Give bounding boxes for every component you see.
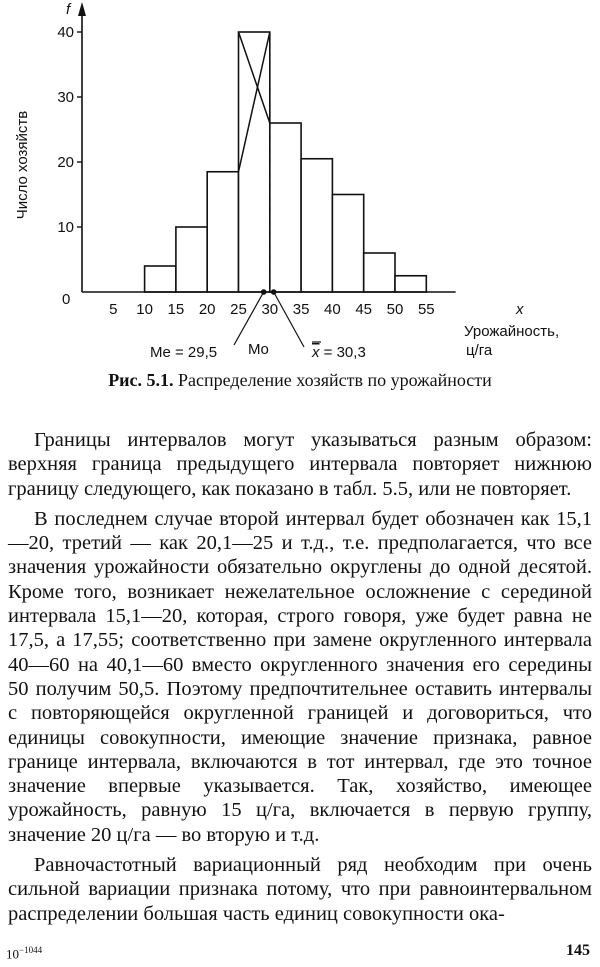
x-tick-label: 55 [417, 301, 435, 318]
signature-sup: −1044 [19, 945, 43, 955]
body-text [8, 428, 592, 932]
figure-caption [0, 370, 600, 391]
x-tick-label: 25 [230, 301, 247, 318]
x-axis-label-unit: ц/га [466, 342, 493, 359]
histogram-bar [176, 227, 207, 292]
mean-value: = 30,3 [319, 344, 366, 361]
histogram-bar [207, 172, 238, 292]
y-axis-label: Число хозяйств [14, 110, 31, 220]
y-tick-label: 30 [57, 89, 74, 106]
histogram-bar [270, 123, 301, 292]
x-tick-label: 35 [292, 301, 310, 318]
x-tick-label: 45 [355, 301, 373, 318]
y-tick-label: 20 [57, 154, 74, 171]
x-tick-label: 50 [386, 301, 404, 318]
x-tick-label: 40 [324, 301, 341, 318]
mode-label: Mo [248, 341, 269, 358]
figure-number: Рис. 5.1. [108, 370, 174, 390]
x-tick-label: 5 [109, 301, 118, 318]
histogram-bar [239, 32, 270, 292]
histogram-bar [145, 266, 176, 292]
mean-label [311, 344, 366, 361]
x-tick-label: 10 [136, 301, 153, 318]
paragraph: Границы интервалов могут указываться разным образом: верхняя граница предыдущего интервала повторяет нижнюю границу следующего, как показано в табл. 5.5, или не повторяет. [8, 429, 592, 500]
x-tick-label: 20 [198, 301, 216, 318]
median-label: Me = 29,5 [150, 344, 218, 361]
figure-caption-text: Распределение хозяйств по урожайности [173, 370, 492, 390]
paragraph: В последнем случае второй интервал будет обозначен как 15,1—20, третий — как 20,1—25 и т.д., т.е. предполагается, что все значения урожайности обязательно округлены до одной десятой. Кроме того, возникает нежелательное осложнение с серединой интервала 15,1—20, которая, строго говоря, уже будет равна не 17,5, а 17,55; соответственно при замене округленного интервала 40—60 на 40,1—60 вместо округленного значения его середины 50 получим 50,5. Поэтому предпочтительнее оставить интервалы с повторяющейся округленной границей и договориться, что единицы совокупности, имеющие значение признака, равное границе интервала, включаются в тот интервал, где это точное значение впервые указывается. Так, хозяйство, имеющее урожайность, равную 15 ц/га, включается в первую группу, значение 20 ц/га — во вторую и т.д. [8, 507, 592, 846]
origin-label: 0 [62, 291, 71, 308]
y-tick-label: 40 [57, 24, 74, 41]
printer-signature [6, 945, 42, 962]
mean-symbol: x [312, 344, 320, 361]
x-tick-label: 30 [261, 301, 279, 318]
histogram-bar [301, 159, 332, 292]
histogram-chart [0, 0, 600, 370]
y-axis-arrow [78, 2, 86, 16]
median-point [261, 289, 267, 295]
y-axis-letter: f [66, 1, 71, 18]
x-axis-letter: x [516, 301, 524, 318]
histogram-bar [364, 253, 395, 292]
x-tick-label: 15 [167, 301, 185, 318]
histogram-bar [332, 195, 363, 293]
paragraph: Равночастотный вариационный ряд необходим при очень сильной вариации признака потому, что при равноинтервальном распределении большая часть единиц совокупности ока- [8, 854, 592, 925]
page-number: 145 [566, 942, 590, 959]
histogram-figure [0, 0, 600, 370]
median-leader-line [234, 292, 264, 345]
y-tick-label: 10 [57, 219, 74, 236]
histogram-bar [395, 276, 426, 292]
signature-number: 10 [6, 946, 19, 962]
x-axis-label: Урожайность, [464, 323, 560, 340]
